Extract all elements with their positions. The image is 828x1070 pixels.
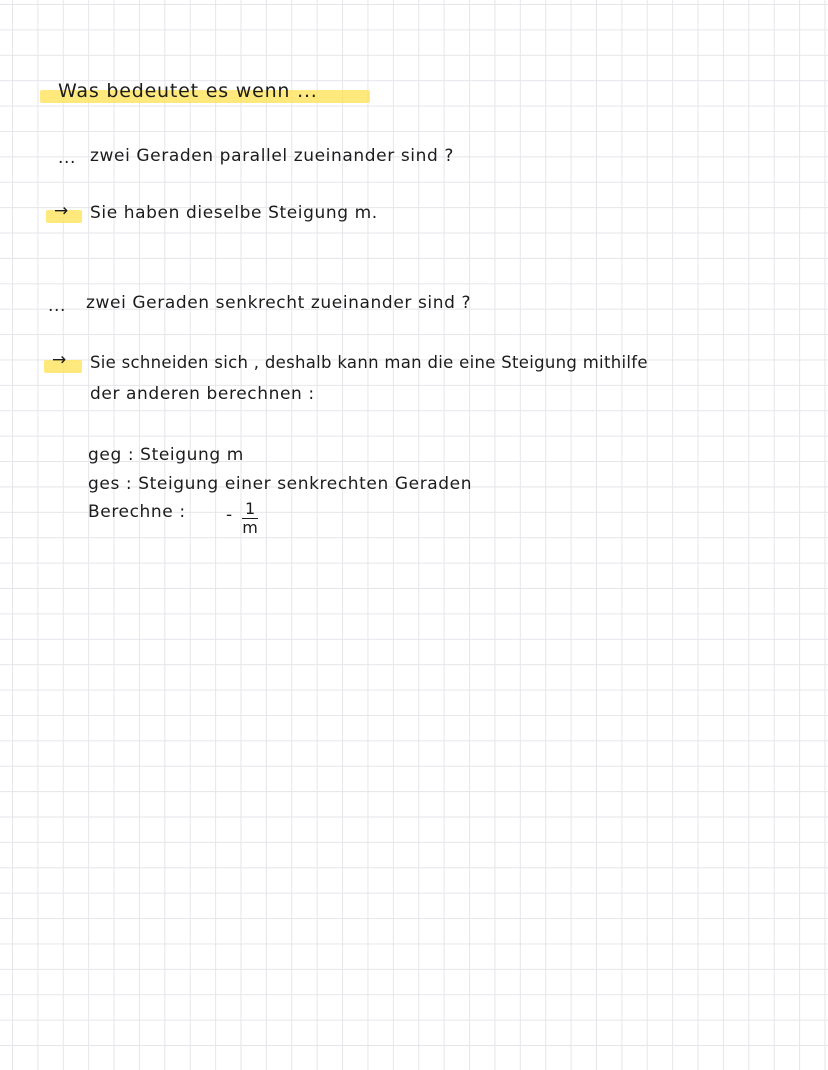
answer-2-arrow-icon: →	[52, 350, 67, 370]
question-1-text: zwei Geraden parallel zueinander sind ?	[90, 146, 454, 166]
answer-2-line-2: der anderen berechnen :	[90, 384, 315, 404]
given-line: geg : Steigung m	[88, 445, 244, 465]
fraction-denominator: m	[242, 517, 258, 537]
answer-1-arrow-icon: →	[54, 201, 69, 221]
question-2-dots: ...	[48, 296, 67, 316]
fraction-numerator: 1	[242, 500, 258, 519]
fraction-minus: -	[226, 505, 233, 525]
page-title: Was bedeutet es wenn ...	[58, 80, 318, 102]
fraction-one-over-m	[242, 500, 258, 536]
question-1-dots: ...	[58, 148, 77, 168]
answer-1-text: Sie haben dieselbe Steigung m.	[90, 203, 378, 223]
compute-label: Berechne :	[88, 502, 186, 522]
question-2-text: zwei Geraden senkrecht zueinander sind ?	[86, 293, 472, 313]
answer-2-line-1: Sie schneiden sich , deshalb kann man die eine Steigung mithilfe	[90, 353, 648, 372]
sought-line: ges : Steigung einer senkrechten Geraden	[88, 474, 473, 494]
